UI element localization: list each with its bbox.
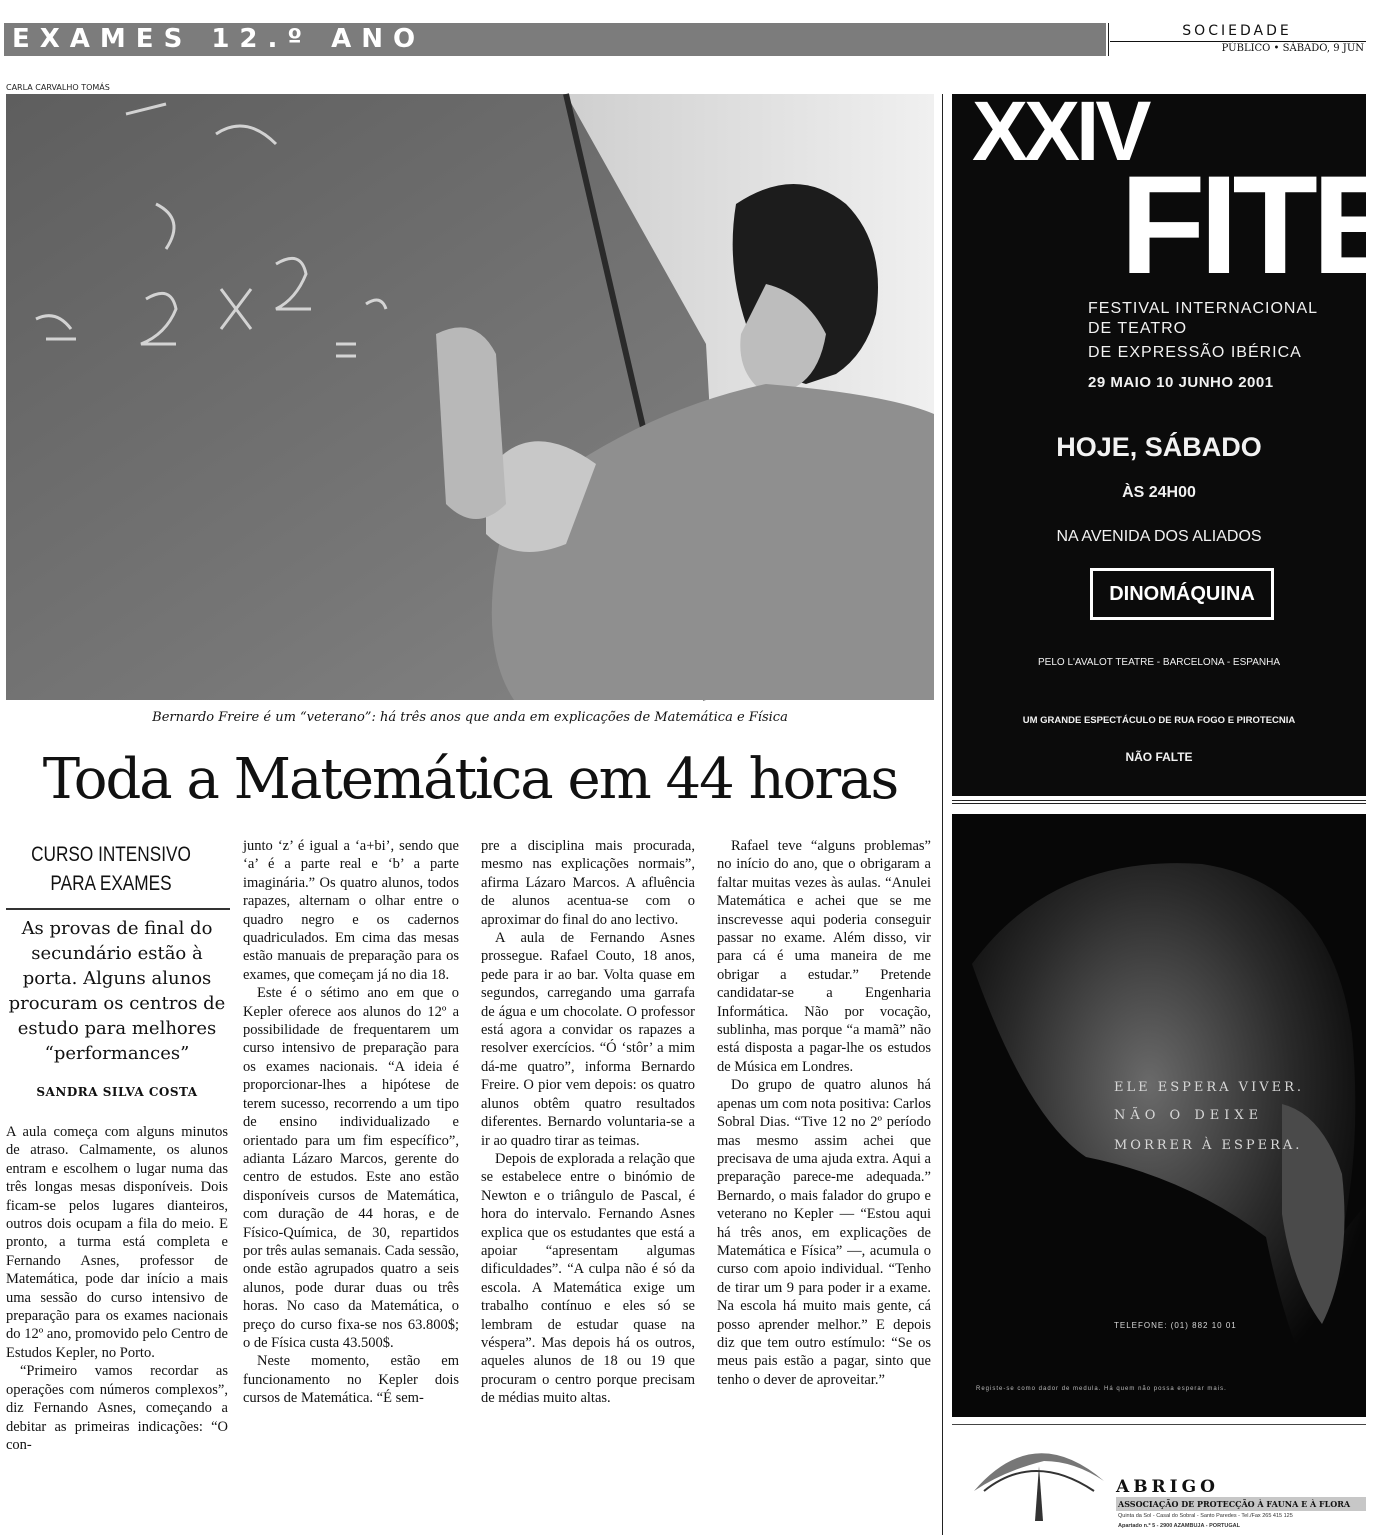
student-at-blackboard-photo (6, 94, 934, 700)
article-column-3 (481, 837, 695, 1408)
photo-credit: CARLA CARVALHO TOMÁS (6, 83, 110, 92)
paragraph: A aula de Fernando Asnes prossegue. Rafael Couto, 18 anos, pede para ir ao bar. Volta quase em segundos, carregando uma garrafa de água e um chocolate. O professor está agora a convidar os rapazes a resolver exercícios. “Ó ‘stôr’ a mim dá-me quatro”, informa Bernardo Freire. O pior vem depois: os quatro alunos obtêm quatro resultados diferentes. Bernardo voluntaria-se a ir ao quadro tirar as teimas. (481, 930, 695, 1149)
paragraph: A aula começa com alguns minutos de atraso. Calmamente, os alunos entram e escolhem o lugar numa das três longas mesas disponíveis. Dois ficam-se pelos lugares dianteiros, outros dois ocupam a fila do meio. E pronto, a turma está completa e Fernando Asnes, professor de Matemática, pode dar início a mais uma sessão do curso intensivo de preparação para os exames nacionais do 12º ano, promovido pelo Centro de Estudos Kepler, no Porto. (6, 1124, 228, 1361)
newspaper-section: SOCIEDADE (1182, 23, 1292, 39)
ad-organization-name: ABRIGO (1116, 1477, 1219, 1497)
article-column-1 (6, 1123, 228, 1454)
ad-address: Quinta da Sol - Casal do Sobral - Santo Paredes - Tel./Fax 265 415 125 (1118, 1513, 1293, 1519)
ad-festival-logo: FITE (1120, 146, 1399, 303)
ad-slogan-line-2: NÃO O DEIXE (1114, 1108, 1264, 1123)
photo-caption: Bernardo Freire é um “veterano”: há três anos que anda em explicações de Matemática e Física (152, 710, 788, 725)
kicker-rule (6, 908, 230, 910)
ad-show-name: DINOMÁQUINA (1090, 568, 1274, 620)
ad-festival-line-2: DE TEATRO (1088, 320, 1188, 337)
article-column-2 (243, 837, 459, 1408)
header-rule (1110, 41, 1366, 42)
ad-slogan-line-1: ELE ESPERA VIVER. (1114, 1080, 1305, 1095)
tree-logo-icon (964, 1431, 1114, 1527)
ad-place: NA AVENIDA DOS ALIADOS (1056, 528, 1262, 545)
ad-separator (952, 800, 1366, 804)
ad-phone: TELEFONE: (01) 882 10 01 (1114, 1321, 1237, 1330)
ad-slogan-line-3: MORRER À ESPERA. (1114, 1138, 1303, 1153)
paragraph: Rafael teve “alguns problemas” no início do ano, que o obrigaram a faltar muitas vezes às aulas. “Anulei Matemática e achei que se me inscrevesse aqui poderia conseguir passar no exame. Além disso, vir para cá é uma maneira de me obrigar a estudar.” Pretende candidatar-se a Engenharia Informática. Não por vocação, sublinha, mas porque “a mamã” não está disposta a pagar-lhe os estudos de Música em Londres. (717, 838, 931, 1075)
article-byline: SANDRA SILVA COSTA (36, 1085, 198, 1099)
ad-show-description: UM GRANDE ESPECTÁCULO DE RUA FOGO E PIROTECNIA (1022, 715, 1296, 726)
article-photo (6, 94, 934, 700)
dateline: PÚBLICO • SÁBADO, 9 JUN (1221, 43, 1364, 54)
paragraph: junto ‘z’ é igual a ‘a+bi’, sendo que ‘a’ é a parte real e ‘b’ a parte imaginária.” Os quatro alunos, todos rapazes, alternam o olhar entre o quadro negro e os cadernos quadriculados. Em cima das mesas estão manuais de preparação para os exames, que começam já no dia 18. (243, 838, 459, 983)
paragraph: Este é o sétimo ano em que o Kepler oferece aos alunos do 12º a possibilidade de frequentarem um curso intensivo de preparação para os exames nacionais. “A ideia é proporcionar-lhes a hipótese de terem sucesso, recorrendo a um tipo de ensino individualizado e orientado para um fim específico”, adianta Lázaro Marcos, gerente do centro de estudos. Este ano estão disponíveis cursos de Matemática, com duração de 44 horas, e de Físico-Química, de 30, repartidos por três aulas semanais. Cada sessão, onde estão agrupados quatro a seis alunos, pode durar duas ou três horas. No caso da Matemática, o preço do curso fixa-se nos 63.800$; o de Física custa 43.500$. (243, 985, 459, 1351)
kicker-line-1: CURSO INTENSIVO (31, 843, 191, 866)
article-column-4 (717, 837, 931, 1389)
fite-festival-ad[interactable] (952, 84, 1399, 796)
ad-footer-text: Registe-se como dador de medula. Há quem não possa esperar mais. (976, 1386, 1227, 1392)
ad-organization-fullname: ASSOCIAÇÃO DE PROTECÇÃO À FAUNA E À FLORA (1118, 1499, 1351, 1509)
paragraph: Depois de explorada a relação que se estabelece entre o binómio de Newton e o triângulo de Pascal, é hora do intervalo. Fernando Asnes explica que os estudantes que está a apoiar “apresentam algumas dificuldades”. “A culpa não é só da escola. A Matemática exige um trabalho contínuo e eles só se lembram de estudar quase na véspera”. Mas depois há os outros, aqueles alunos de 18 ou 19 que procuram o centro porque precisam de médias muito altas. (481, 1150, 695, 1407)
ad-today-heading: HOJE, SÁBADO (1056, 432, 1262, 462)
kicker-line-2: PARA EXAMES (50, 872, 172, 895)
ad-festival-dates: 29 MAIO 10 JUNHO 2001 (1088, 374, 1274, 391)
column-divider (942, 94, 943, 1535)
article-deck: As provas de final do secundário estão à porta. Alguns alunos procuram os centros de estudo para melhores “performances” (8, 918, 226, 1064)
ad-festival-line-1: FESTIVAL INTERNACIONAL (1088, 300, 1319, 317)
paragraph: “Primeiro vamos recordar as operações com números complexos”, diz Fernando Asnes, começando a debitar as primeiras indicações: “O con- (6, 1363, 228, 1453)
ad-time: ÀS 24H00 (1122, 484, 1196, 501)
section-title: EXAMES 12.º ANO (12, 24, 426, 54)
paragraph: Neste momento, estão em funcionamento no Kepler dois cursos de Matemática. “É sem- (243, 1353, 459, 1407)
ad-call-to-action: NÃO FALTE (1125, 750, 1193, 764)
paragraph: pre a disciplina mais procurada, mesmo nas explicações normais”, afirma Lázaro Marcos. A afluência de alunos acentua-se com o aproximar do final do ano lectivo. (481, 838, 695, 928)
ad-roman-numeral: XXIV (972, 84, 1148, 178)
ad-company: PELO L'AVALOT TEATRE - BARCELONA - ESPANHA (1038, 657, 1280, 668)
abrigo-ad[interactable] (952, 1424, 1366, 1535)
ad-postal-address: Apartado n.º 5 - 2900 AZAMBUJA - PORTUGAL (1118, 1523, 1241, 1529)
article-headline: Toda a Matemática em 44 horas (42, 747, 898, 812)
paragraph: Do grupo de quatro alunos há apenas um com nota positiva: Carlos Sobral Dias. “Tive 12 no 2º período mas mesmo assim achei que precisava de uma ajuda extra. Aqui a preparação parece-me adequada.” Bernardo, o mais falador do grupo e veterano no Kepler — “Estou aqui há três anos, em explicações de Matemática e Física” —, acumula o curso com apoio individual. “Tenho de tirar um 9 para poder ir a exame. Na escola há muito mais gente, cá posso aprender melhor.” E depois diz que tem outro estímulo: “Se os meus pais estão a pagar, sinto que tenho o dever de aproveitar.” (717, 1077, 931, 1388)
marrow-donor-ad[interactable] (952, 814, 1366, 1417)
ad-festival-line-3: DE EXPRESSÃO IBÉRICA (1088, 344, 1302, 361)
article-kicker (25, 840, 197, 898)
